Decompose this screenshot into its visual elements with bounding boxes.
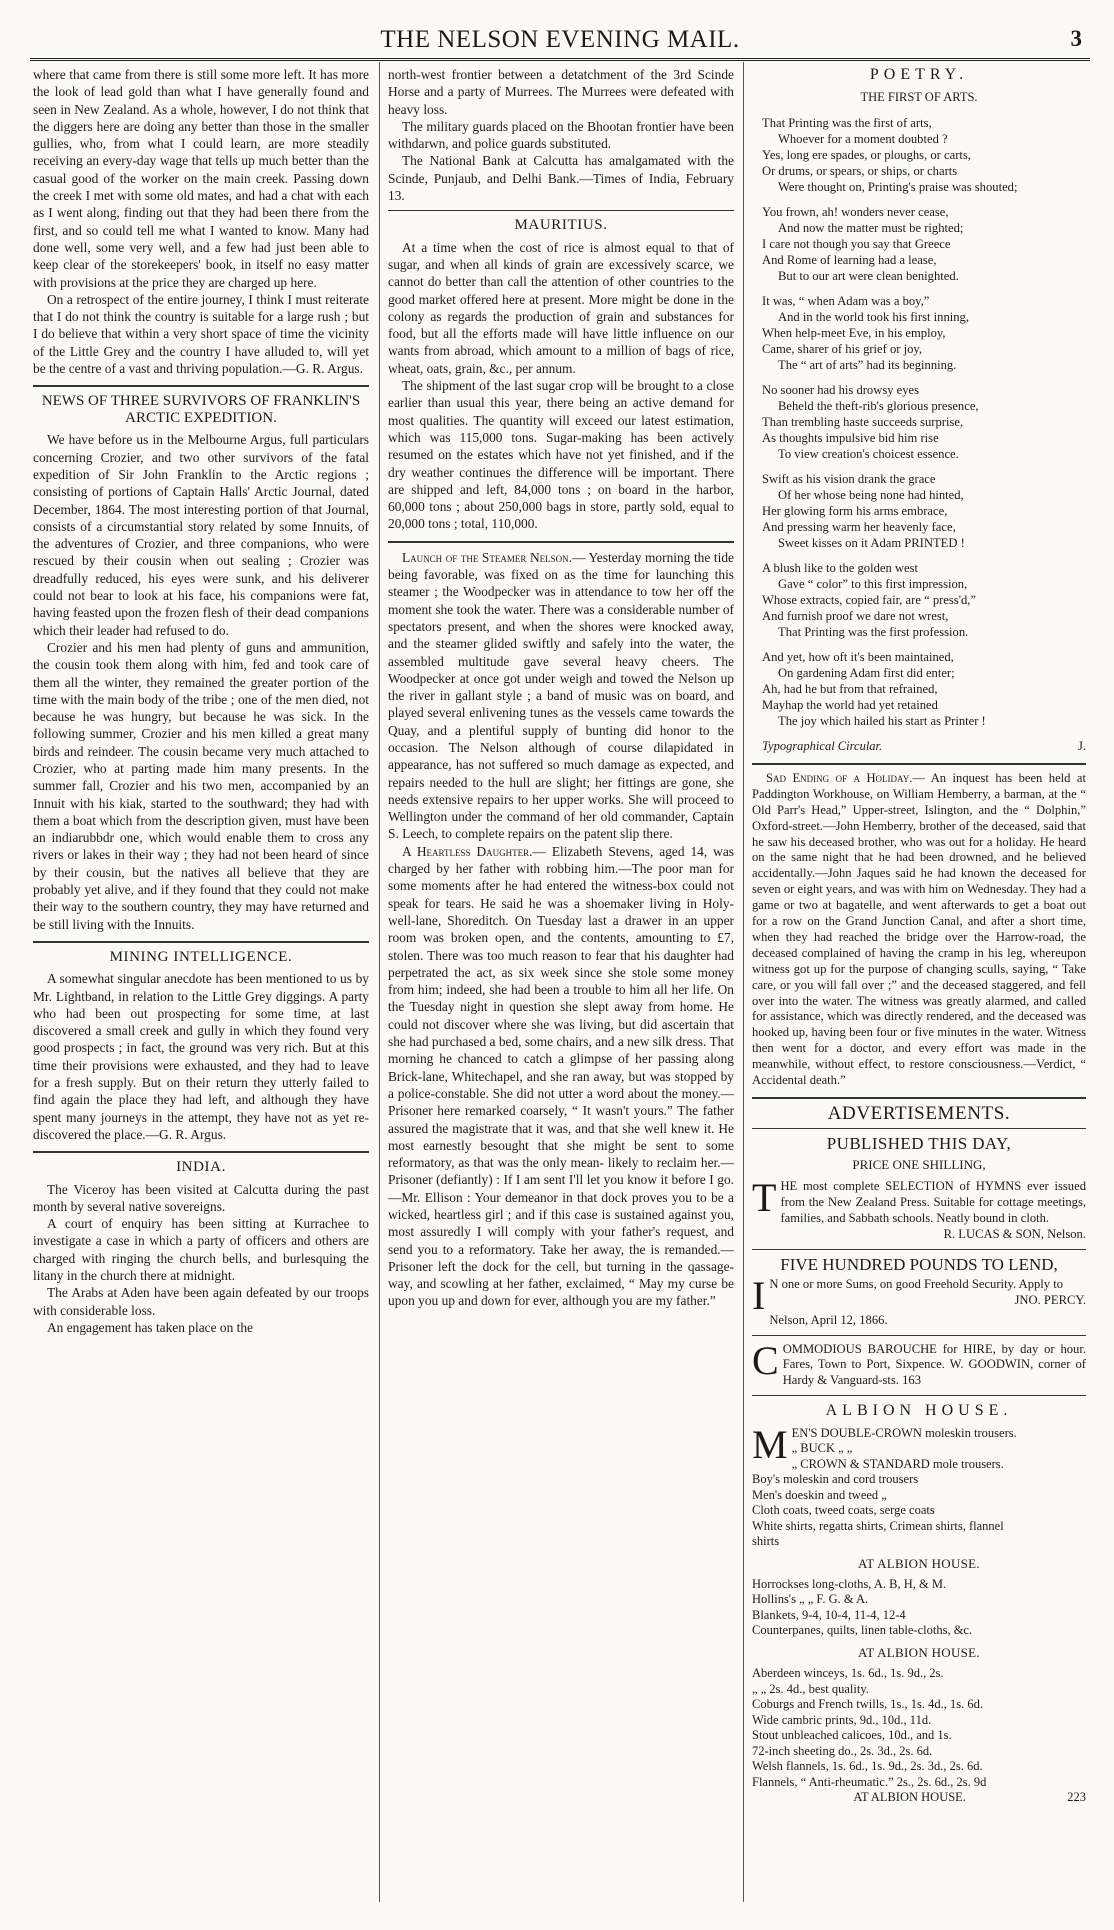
ad-heading: PUBLISHED THIS DAY, — [826, 1134, 1012, 1154]
poem-line: And pressing warm her heavenly face, — [762, 519, 956, 534]
albion-advertisement — [752, 1402, 1086, 1805]
poem-line: It was, “ when Adam was a boy,” — [762, 293, 930, 308]
poem-line: Whose extracts, copied fair, are “ press'd,” — [762, 592, 977, 607]
poem-line: I care not though you say that Greece — [762, 236, 951, 251]
poetry-heading: POETRY. — [869, 66, 969, 83]
albion-list — [752, 1577, 1086, 1639]
albion-item: Hollins's „ „ F. G. & A. — [752, 1592, 869, 1607]
mining-heading: MINING INTELLIGENCE. — [109, 948, 293, 965]
poem-line: Ah, had he but from that refrained, — [762, 681, 938, 696]
mauritius-heading: MAURITIUS. — [514, 217, 608, 234]
poem-line: And furnish proof we dare not wrest, — [762, 608, 949, 623]
article-paragraph: The National Bank at Calcutta has amalgamated with the Scinde, Punjaub, and Delhi Bank.—Times of India, February 13. — [388, 153, 734, 204]
article-paragraph: A somewhat singular anecdote has been mentioned to us by Mr. Lightband, in relation to the Little Grey diggings. A party who had been out prospecting for some time, at last discovered a small creek and gully in which they found very good prospects ; in fact, the ground was very rich. But at this time their provisions were exhausted, and they had to leave for a fresh supply. But on their return they utterly failed to find again the place they had left, and although they have spent many journeys in the attempt, they have not as yet re-discovered the place.—G. R. Argus. — [33, 971, 369, 1142]
albion-tag: AT ALBION HOUSE. — [858, 1555, 980, 1571]
ad-price: PRICE ONE SHILLING, — [852, 1156, 986, 1172]
poem-line: Were thought on, Printing's praise was shouted; — [778, 179, 1018, 194]
advertisements-heading: ADVERTISEMENTS. — [827, 1103, 1011, 1125]
poem-initial: J. — [1078, 738, 1086, 753]
poem-stanza — [762, 293, 1086, 373]
article-paragraph: north-west frontier between a detatchment of the 3rd Scinde Horse and a party of Murrees. The Murrees were defeated with heavy loss. — [388, 67, 734, 117]
poem-line: Than trembling haste succeeds surprise, — [762, 414, 964, 429]
poem-stanza — [762, 471, 1086, 551]
article-paragraph: A court of enquiry has been sitting at Kurrachee to investigate a case in which a party of officers and others are charged with ringing the church bells, and burlesquing the litany in the church there at midnight. — [33, 1216, 369, 1283]
poem-stanza — [762, 382, 1086, 462]
albion-item: Aberdeen winceys, 1s. 6d., 1s. 9d., 2s. — [752, 1666, 944, 1681]
masthead: THE NELSON EVENING MAIL. — [380, 26, 740, 53]
poem-line: Swift as his vision drank the grace — [762, 471, 936, 486]
poem-line: Her glowing form his arms embrace, — [762, 503, 948, 518]
daughter-paragraph — [388, 843, 734, 1310]
poem-line: When help-meet Eve, in his employ, — [762, 325, 946, 340]
albion-list — [752, 1666, 1086, 1790]
section-divider — [752, 763, 1086, 765]
ad-heading: ALBION HOUSE. — [825, 1402, 1013, 1420]
daughter-text: Elizabeth Stevens, aged 14, was charged by her father with robbing him.—The poor man for some moments after he had entered the witness-box could not speak for tears. He said he was a shoemaker living in Holy-well-lane, Shoreditch. On Tuesday last a drawer in an upper room was broken open, and the contents, amounting to £7, stolen. There was too much reason to fear that his daughter had perpetrated the act, as six week since she stole some money from him; indeed, she had been a trouble to him all her life. On the Tuesday night in question she slept away from home. He could not discover where she was living, but did ascertain that she had purchased a bed, some chairs, and a new silk dress. That morning he chanced to catch a glimpse of her passing along Brick-lane, Whitechapel, and she ran away, but was stopped by a police-constable. She did not utter a word about the money.—Prisoner here remarked coarsely, “ It wasn't yours.” The father assured the magistrate that it was, and that she well knew it. He most earnestly besought that she might be sent to some reformatory, as that was the only mean- likely to reclaim her.—Prisoner (defiantly) : If I am sent I'll let you know it before I go.—Mr. Ellison : Your demeanor in that dock proves you to be a wicked, heartless girl ; and if this case is sustained against you, most assuredly I will comply with your father's request, and send you to a reformatory. Take her away, the is remanded.—Prisoner left the dock for the cell, but turning in the qassage-way, and scowling at her father, exclaimed, “ May my curse be upon you up and down for ever, although you are my father.” — [388, 843, 734, 1309]
ad-body: N one or more Sums, on good Freehold Security. Apply to — [769, 1276, 1064, 1291]
poem — [752, 115, 1086, 729]
holiday-text: An inquest has been held at Paddington Workhouse, on William Hemberry, a barman, at the “ Old Parr's Head,” Upper-street, Islington, and the “ Dolphin,” Oxford-street.—John Hemberry, brother of the deceased, said that he saw his deceased brother, who was out for a holiday. He heard on the same night that he had been drowned, and he believed accidentally.—John Jaques said he had known the deceased for seven or eight years, and was with him on Wednesday. They had a game or two at bagatelle, and went afterwards to get a boat out for a row on the Grand Junction Canal, and after a short time, when they had reached the bridge over the Harrow-road, the deceased complained of having the cramp in his leg, whereupon witness got up for the purpose of changing sculls, saying, “ Take care, or you will fall over ;” and the deceased staggered, and fell over into the water. The witness was greatly alarmed, and called for assistance, which was directly rendered, and the deceased was hooked up, having been four or five minutes in the water. Witness then went for a doctor, and every effort was made in the meanwhile, without effect, to restore consciousness.—Verdict, “ Accidental death.” — [752, 770, 1086, 1088]
albion-item: „ CROWN & STANDARD mole trousers. — [791, 1456, 1004, 1471]
poem-line: And in the world took his first inning, — [778, 309, 969, 324]
poem-line: On gardening Adam first did enter; — [778, 665, 955, 680]
poem-stanza — [762, 204, 1086, 284]
column-2 — [388, 66, 734, 1310]
ad-heading: FIVE HUNDRED POUNDS TO LEND, — [780, 1254, 1058, 1274]
ad-number: 163 — [902, 1373, 921, 1388]
albion-item: shirts — [752, 1534, 780, 1549]
section-divider — [33, 1151, 369, 1153]
albion-item: EN'S DOUBLE-CROWN moleskin trousers. — [791, 1425, 1017, 1440]
section-divider — [33, 941, 369, 943]
albion-item: Counterpanes, quilts, linen table-cloths, &c. — [752, 1623, 973, 1638]
column-3 — [752, 66, 1086, 1806]
ad-body: OMMODIOUS BAROUCHE for HIRE, by day or hour. Fares, Town to Port, Sixpence. W. GOODWIN, corner of Hardy & Vanguard-sts. — [782, 1341, 1086, 1388]
column-1 — [33, 66, 369, 1336]
header-rule — [30, 58, 1090, 61]
albion-item: Cloth coats, tweed coats, serge coats — [752, 1503, 935, 1518]
albion-item: Coburgs and French twills, 1s., 1s. 4d., 1s. 6d. — [752, 1697, 984, 1712]
section-divider — [388, 210, 734, 211]
article-paragraph: The Viceroy has been visited at Calcutta during the past month by several native sovereigns. — [33, 1181, 369, 1214]
section-divider — [752, 1249, 1086, 1250]
albion-item: Wide cambric prints, 9d., 10d., 11d. — [752, 1712, 932, 1727]
article-paragraph: The shipment of the last sugar crop will be brought to a close earlier than usual this year, there being an active demand for most qualities. The quantity will exceed our latest estimation, which was 115,000 tons. Sugar-making has been actively resumed on the estates which have not yet finished, and if the dry weather continues the difference will be important. There are shipped and left, 84,000 tons ; on board in the harbor, 60,000 tons ; about 250,000 bags in store, partly sold, equal to 20,000 tons ; total, 110,000. — [388, 378, 734, 532]
poem-line: No sooner had his drowsy eyes — [762, 382, 920, 397]
article-paragraph: Crozier and his men had plenty of guns and ammunition, the cousin took them along with him, fed and took care of them all the winter, they remained the greater portion of the time with the main body of the tribe ; one of the men died, not because he was hungry, but because he was sick. In the following summer, Crozier and his men killed a great many birds and reindeer. The cousin became very much attached to Crozier, who at parting made him many presents. In the summer fall, Crozier and his two men, accompanied by an Innuit with his kiak, started to the southward; they had with them a boat which from the description given, must have been an indiarubbdr one, which would enable them to cross any rivers or lakes in their way ; they had not been heard of since by their cousin, but the natives all believe that they are probably yet alive, and if they found that they could not make their way to the southern country, they may have returned and be still living with the Innuits. — [33, 639, 369, 932]
albion-item: Men's doeskin and tweed „ — [752, 1487, 887, 1502]
franklin-heading: NEWS OF THREE SURVIVORS OF FRANKLIN'S ARCTIC EXPEDITION. — [41, 393, 361, 427]
page-header — [30, 22, 1090, 62]
section-divider — [388, 541, 734, 543]
albion-footer — [752, 1790, 1086, 1806]
article-paragraph: An engagement has taken place on the — [47, 1319, 253, 1335]
article-paragraph: where that came from there is still some more left. It has more the look of lead gold than what I have generally found and seen in New Zealand. As a whole, however, I do not think that the diggers here are doing any better than those in the smaller gullies, who, from what I could learn, are more steadily receiving an every-day wage that tells up much better than the casual good of the worker on the main creek. Passing down the creek I met with some old mates, and had a chat with each as I went along, finding out that they had been there from the first, and so could tell me what I wanted to know. Many had done well, some very well, and a few had just been able to keep clear of the storekeepers' book, in itself no easy matter with provisions at the price they are charged up here. — [33, 67, 369, 290]
poem-line: Beheld the theft-rib's glorious presence, — [778, 398, 979, 413]
albion-item: Stout unbleached calicoes, 10d., and 1s. — [752, 1728, 952, 1743]
article-paragraph: At a time when the cost of rice is almost equal to that of sugar, and when all kinds of grain are excessively scarce, we cannot do better than call the attention of other countries to the good market offered here at present. More might be done in the colony as regards the production of grain and substances for food, but all the efforts made will have little influence on our wants from abroad, which amount to a million of bags of rice, wheat, oats, grain, &c., per annum. — [388, 239, 734, 376]
barouche-advertisement — [752, 1337, 1086, 1390]
poem-stanza — [762, 115, 1086, 195]
albion-item: „ BUCK „ „ — [791, 1441, 853, 1456]
ad-number: 223 — [1067, 1790, 1086, 1805]
column-divider — [379, 62, 380, 1902]
ad-dropcap: I — [752, 1272, 766, 1318]
loan-advertisement — [752, 1256, 1086, 1329]
page-number: 3 — [1070, 26, 1082, 51]
poem-title: THE FIRST OF ARTS. — [860, 90, 978, 105]
poem-line: Came, sharer of his grief or joy, — [762, 341, 923, 356]
article-paragraph: The Arabs at Aden have been again defeated by our troops with considerable loss. — [33, 1285, 369, 1318]
ad-dropcap: T — [752, 1174, 777, 1220]
section-divider — [752, 1395, 1086, 1396]
poem-line: Or drums, or spears, or ships, or charts — [762, 163, 958, 178]
albion-item: Boy's moleskin and cord trousers — [752, 1472, 919, 1487]
column-divider — [743, 62, 744, 1902]
albion-tag: AT ALBION HOUSE. — [853, 1790, 966, 1805]
poem-line: To view creation's choicest essence. — [778, 446, 959, 461]
poem-signature — [762, 738, 1086, 755]
launch-text: Yesterday morning the tide being favorable, was fixed on as the time for launching this steamer ; the Woodpecker was in attendance to tow her off the moment she took the water. There was a considerable number of spectators present, and when the shores were knocked away, and the steamer glided swiftly and safely into the water, the assembled multitude gave several heavy cheers. The Woodpecker at once got under weigh and towed the Nelson up the river in gallant style ; a band of music was on board, and played several enlivening tunes as the vessels came towards the Quay, and a plentiful supply of bunting did honor to the occasion. The Nelson although of course dilapidated in appearance, has not suffered so much damage as expected, and repairs needed to the hull are slight; her fittings are gone, she needs extensive repairs to her upper works. She will proceed to Wellington under the command of her old commander, Captain S. Leech, to complete repairs on the patent slip there. — [388, 549, 734, 842]
launch-title: Launch of the Steamer Nelson.— — [402, 549, 586, 565]
poem-line: The “ art of arts” had its beginning. — [778, 357, 957, 372]
albion-item: Welsh flannels, 1s. 6d., 1s. 9d., 2s. 3d., 2s. 6d. — [752, 1759, 983, 1774]
albion-tag: AT ALBION HOUSE. — [858, 1644, 980, 1660]
article-paragraph: The military guards placed on the Bhootan frontier have been withdarwn, and police guards substituted. — [388, 118, 734, 152]
poem-line: But to our art were clean benighted. — [778, 268, 959, 283]
poem-line: As thoughts impulsive bid him rise — [762, 430, 939, 445]
section-divider — [752, 1335, 1086, 1336]
poem-source: Typographical Circular. — [762, 738, 883, 753]
poem-line: And Rome of learning had a lease, — [762, 252, 937, 267]
poem-line: The joy which hailed his start as Printer ! — [778, 713, 986, 728]
holiday-paragraph — [752, 771, 1086, 1089]
poem-stanza — [762, 649, 1086, 729]
ad-dropcap: C — [752, 1337, 779, 1383]
albion-item: 72-inch sheeting do., 2s. 3d., 2s. 6d. — [752, 1743, 933, 1758]
launch-paragraph — [388, 549, 734, 843]
poem-line: You frown, ah! wonders never cease, — [762, 204, 949, 219]
ad-sign: R. LUCAS & SON, Nelson. — [943, 1226, 1086, 1241]
ad-body: HE most complete SELECTION of HYMNS ever issued from the New Zealand Press. Suitable for cottage meetings, families, and Sabbath schools. Neatly bound in cloth. — [780, 1178, 1086, 1225]
hymns-advertisement — [752, 1135, 1086, 1242]
poem-line: A blush like to the golden west — [762, 560, 919, 575]
albion-list — [752, 1421, 1086, 1550]
albion-item: Horrockses long-cloths, A. B, H, & M. — [752, 1576, 947, 1591]
poem-line: That Printing was the first of arts, — [762, 115, 932, 130]
holiday-title: Sad Ending of a Holiday.— — [766, 770, 925, 785]
poem-line: Yes, long ere spades, or ploughs, or carts, — [762, 147, 971, 162]
daughter-title: A Heartless Daughter.— — [402, 843, 546, 859]
poem-line: Of her whose being none had hinted, — [778, 487, 964, 502]
albion-item: „ „ 2s. 4d., best quality. — [752, 1681, 869, 1696]
poem-line: Mayhap the world had yet retained — [762, 697, 938, 712]
albion-item: White shirts, regatta shirts, Crimean shirts, flannel — [752, 1518, 1004, 1533]
poem-line: Whoever for a moment doubted ? — [778, 131, 948, 146]
poem-stanza — [762, 560, 1086, 640]
india-heading: INDIA. — [176, 1159, 226, 1176]
poem-line: And now the matter must be righted; — [778, 220, 964, 235]
poem-line: Sweet kisses on it Adam PRINTED ! — [778, 535, 965, 550]
article-paragraph: We have before us in the Melbourne Argus, full particulars concerning Crozier, and two other survivors of the fatal expedition of Sir John Franklin to the Arctic regions ; consisting of portions of Captain Halls' Arctic Journal, dated December, 1864. The most interesting portion of that Journal, consists of a circumstantial story related by some Innuits, of the adventures of Crozier, and three companions, who were rescued by their cousin when out sealing ; Crozier was dreadfully reduced, his eyes were sunk, and his deliverer could not bear to look at his face, his companions were fat, having feasted upon the frozen flesh of their dead companions which their leader had refused to do. — [33, 432, 369, 638]
poem-line: That Printing was the first profession. — [778, 624, 969, 639]
section-divider — [752, 1097, 1086, 1099]
article-paragraph: On a retrospect of the entire journey, I think I must reiterate that I do not think the country is suitable for a large rush ; but I do believe that within a very short space of time the vicinity of the Little Grey and the country I have alluded to, will yet be the centre of a vast and thriving population.—G. R. Argus. — [33, 291, 369, 377]
section-divider — [752, 1128, 1086, 1129]
albion-item: Flannels, “ Anti-rheumatic.” 2s., 2s. 6d., 2s. 9d — [752, 1774, 987, 1789]
ad-dropcap: M — [752, 1421, 788, 1467]
poem-line: And yet, how oft it's been maintained, — [762, 649, 954, 664]
poem-line: Gave “ color” to this first impression, — [778, 576, 968, 591]
albion-item: Blankets, 9-4, 10-4, 11-4, 12-4 — [752, 1607, 906, 1622]
ad-sign: JNO. PERCY. — [1014, 1292, 1086, 1307]
ad-date: Nelson, April 12, 1866. — [769, 1312, 888, 1327]
section-divider — [33, 385, 369, 387]
